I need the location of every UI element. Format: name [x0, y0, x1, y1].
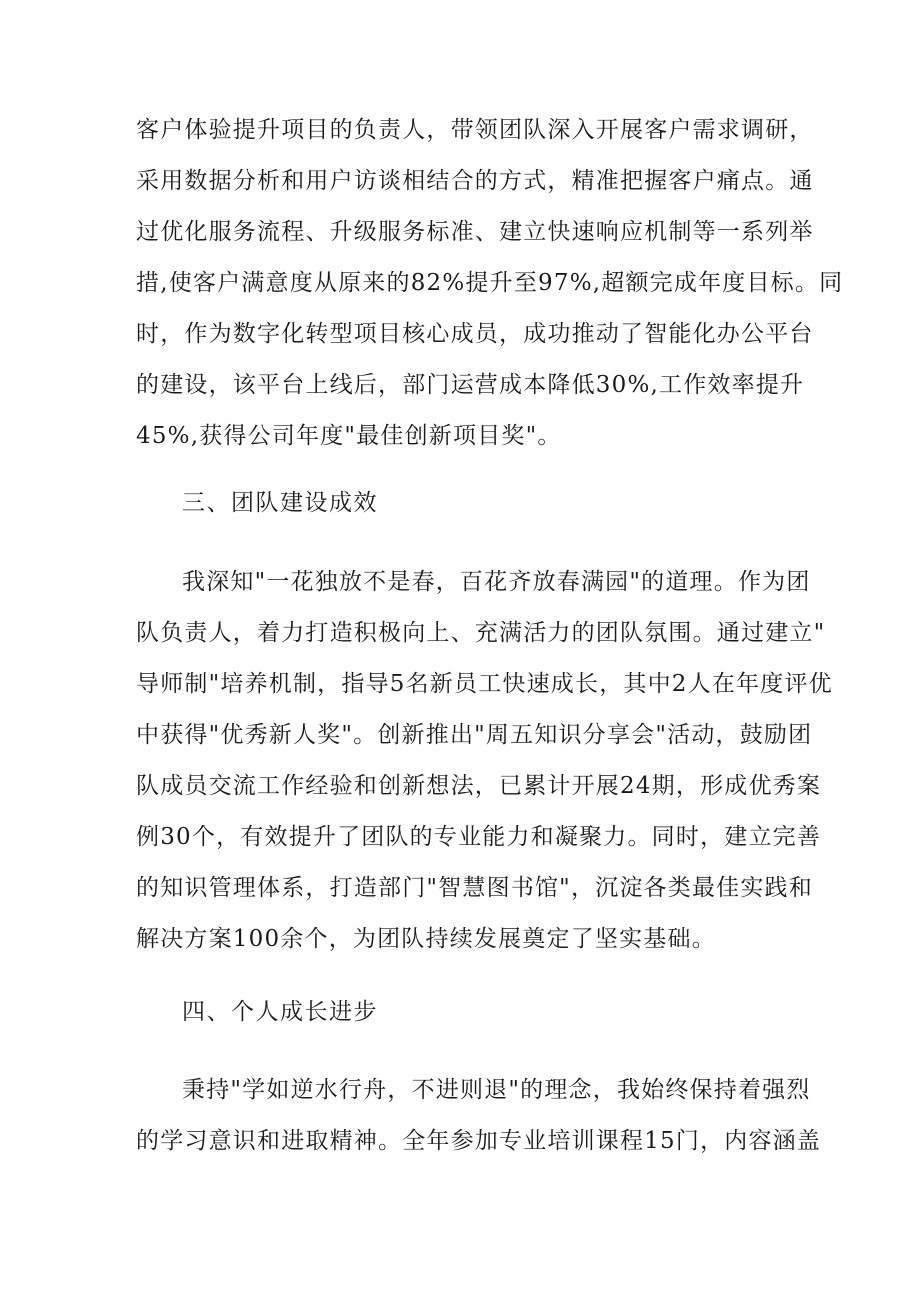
text-line: 客户体验提升项目的负责人，带领团队深入开展客户需求调研，	[136, 117, 814, 143]
text-line: 队成员交流工作经验和创新想法，已累计开展24期，形成优秀案	[136, 773, 822, 799]
text-line: 我深知"一花独放不是春，百花齐放春满园"的道理。作为团	[182, 569, 811, 595]
section-heading-team-building: 三、团队建设成效	[182, 490, 378, 516]
text-line: 45%,获得公司年度"最佳创新项目奖"。	[136, 423, 562, 449]
text-line: 队负责人，着力打造积极向上、充满活力的团队氛围。通过建立"	[136, 620, 826, 646]
text-line: 过优化服务流程、升级服务标准、建立快速响应机制等一系列举	[136, 219, 814, 245]
text-line: 措,使客户满意度从原来的82%提升至97%,超额完成年度目标。同	[136, 270, 844, 296]
text-line: 例30个，有效提升了团队的专业能力和凝聚力。同时，建立完善	[136, 824, 822, 850]
text-line: 的学习意识和进取精神。全年参加专业培训课程15门，内容涵盖	[136, 1128, 822, 1154]
text-line: 导师制"培养机制，指导5名新员工快速成长，其中2人在年度评优	[136, 671, 833, 697]
section-heading-personal-growth: 四、个人成长进步	[182, 999, 378, 1025]
text-line: 中获得"优秀新人奖"。创新推出"周五知识分享会"活动，鼓励团	[136, 722, 813, 748]
text-line: 的建设，该平台上线后，部门运营成本降低30%,工作效率提升	[136, 372, 805, 398]
text-line: 解决方案100余个，为团队持续发展奠定了坚实基础。	[136, 926, 716, 952]
text-line: 时，作为数字化转型项目核心成员，成功推动了智能化办公平台	[136, 321, 814, 347]
text-line: 的知识管理体系，打造部门"智慧图书馆"，沉淀各类最佳实践和	[136, 875, 813, 901]
text-line: 秉持"学如逆水行舟，不进则退"的理念，我始终保持着强烈	[182, 1077, 811, 1103]
text-line: 采用数据分析和用户访谈相结合的方式，精准把握客户痛点。通	[136, 168, 814, 194]
